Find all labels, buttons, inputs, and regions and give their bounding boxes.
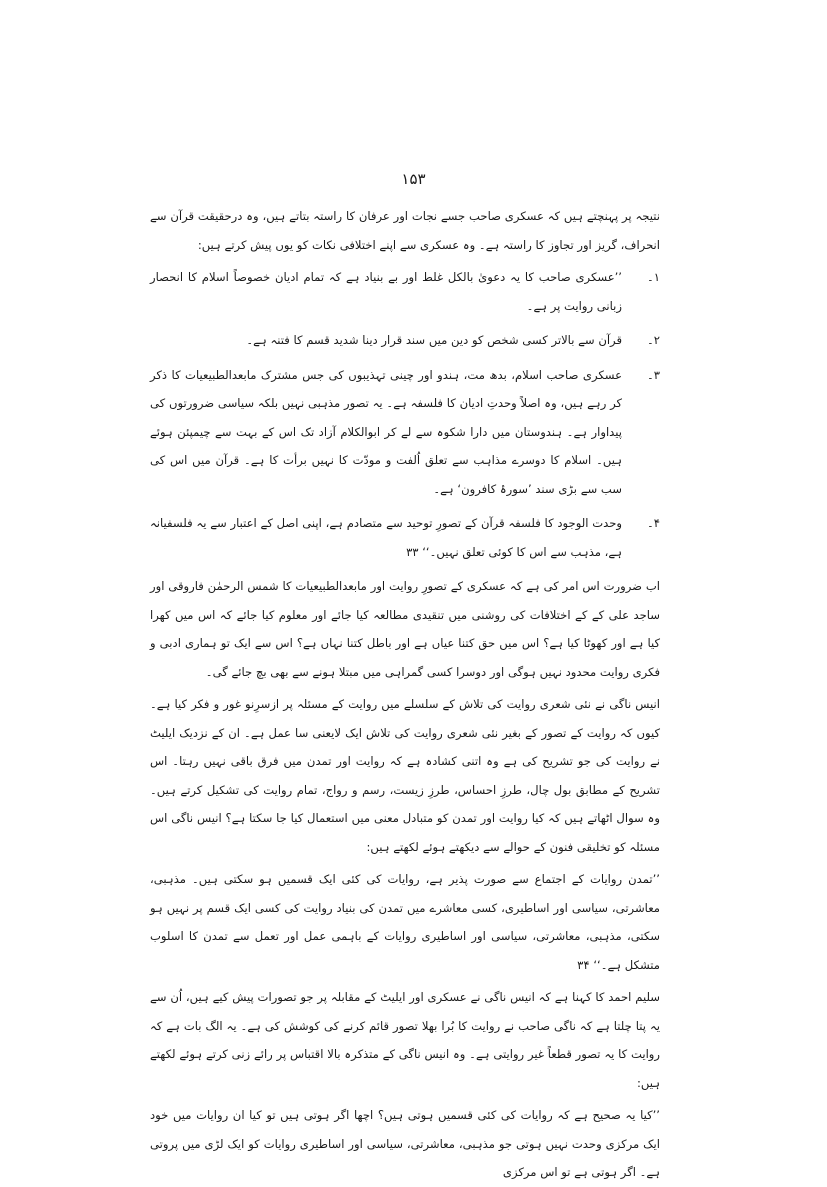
page-content bbox=[150, 202, 660, 1187]
body-paragraph-1: اب ضرورت اس امر کی ہے کہ عسکری کے تصورِ روایت اور مابعدالطبیعیات کا شمس الرحمٰن فاروقی اور ساجد علی کے کے اختلافات کی روشنی میں تنقیدی مطالعہ کیا جائے اور معلوم کیا جائے کہ اس میں کھرا کیا ہے اور کھوٹا کیا ہے؟ اس میں حق کتنا عیاں ہے اور باطل کتنا نہاں ہے؟ اس سے ایک تو ہماری ادبی و فکری روایت محدود نہیں ہوگی اور دوسرا کسی گمراہی میں مبتلا ہونے سے بھی بچ جائے گی۔ bbox=[150, 579, 660, 679]
numbered-points bbox=[150, 263, 660, 566]
point-2 bbox=[150, 326, 660, 355]
intro-paragraph: نتیجہ پر پہنچتے ہیں کہ عسکری صاحب جسے نجات اور عرفان کا راستہ بتاتے ہیں، وہ درحقیقت قرآن سے انحراف، گریز اور تجاوز کا راستہ ہے۔ وہ عسکری سے اپنے اختلافی نکات کو یوں پیش کرتے ہیں: bbox=[150, 209, 660, 252]
page-number: ۱۵۳ bbox=[401, 170, 426, 188]
point-number: ۱۔ bbox=[646, 270, 660, 284]
body-paragraph-3: سلیم احمد کا کہنا ہے کہ انیس ناگی نے عسکری اور ایلیٹ کے مقابلہ پر جو تصورات پیش کیے ہیں، اُن سے یہ پتا چلتا ہے کہ ناگی صاحب نے روایت کا بُرا بھلا تصور قائم کرنے کی کوشش کی ہے۔ یہ الگ بات ہے کہ روایت کا یہ تصور قطعاً غیر روایتی ہے۔ وہ انیس ناگی کے متذکرہ بالا اقتباس پر رائے زنی کرتے ہوئے لکھتے ہیں: bbox=[150, 990, 660, 1090]
point-number: ۴۔ bbox=[646, 516, 660, 530]
body-paragraph-2: انیس ناگی نے نئی شعری روایت کی تلاش کے سلسلے میں روایت کے مسئلہ پر ازسرِنو غور و فکر کیا ہے۔ کیوں کہ روایت کے تصور کے بغیر نئی شعری روایت کی تلاش ایک لایعنی سا عمل ہے۔ ان کے نزدیک ایلیٹ نے روایت کی جو تشریح کی ہے وہ اتنی کشادہ ہے کہ روایت اور تمدن میں فرق باقی نہیں رہتا۔ اس تشریح کے مطابق بول چال، طرزِ احساس، طرزِ زیست، رسم و رواج، تمام روایت کی تشکیل کرتے ہیں۔ وہ سوال اٹھاتے ہیں کہ کیا روایت اور تمدن کو متبادل معنی میں استعمال کیا جا سکتا ہے؟ انیس ناگی اس مسئلہ کو تخلیقی فنون کے حوالے سے دیکھتے ہوئے لکھتے ہیں: bbox=[150, 697, 660, 854]
point-text: وحدت الوجود کا فلسفہ قرآن کے تصورِ توحید سے متصادم ہے، اپنی اصل کے اعتبار سے یہ فلسفیانہ ہے، مذہب سے اس کا کوئی تعلق نہیں۔‘‘ ۳۳ bbox=[150, 516, 622, 559]
block-quote-1: ’’تمدن روایات کے اجتماع سے صورت پذیر ہے، روایات کی کئی ایک قسمیں ہو سکتی ہیں۔ مذہبی، معاشرتی، سیاسی اور اساطیری، کسی معاشرے میں تمدن کی بنیاد روایت کی کسی ایک قسم پر نہیں ہو سکتی، مذہبی، معاشرتی، سیاسی اور اساطیری روایات کے باہمی عمل اور تعمل سے تمدن کا اسلوب متشکل ہے۔‘‘ ۳۴ bbox=[150, 872, 660, 972]
point-number: ۲۔ bbox=[646, 333, 660, 347]
point-text: قرآن سے بالاتر کسی شخص کو دین میں سند قرار دینا شدید قسم کا فتنہ ہے۔ bbox=[246, 333, 622, 347]
point-number: ۳۔ bbox=[646, 367, 660, 382]
point-4 bbox=[150, 509, 660, 566]
point-text: ’’عسکری صاحب کا یہ دعویٰ بالکل غلط اور بے بنیاد ہے کہ تمام ادیان خصوصاً اسلام کا انحصار زبانی روایت پر ہے۔ bbox=[150, 270, 622, 313]
point-3 bbox=[150, 361, 660, 504]
point-text: عسکری صاحب اسلام، بدھ مت، ہندو اور چینی تہذیبوں کی جس مشترک مابعدالطبیعیات کا ذکر کر رہے ہیں، وہ اصلاً وحدتِ ادیان کا فلسفہ ہے۔ یہ تصور مذہبی نہیں بلکہ سیاسی ضرورتوں کی پیداوار ہے۔ ہندوستان میں دارا شکوہ سے لے کر ابوالکلام آزاد تک اس کے بہت سے چیمپئن ہوئے ہیں۔ اسلام کا دوسرے مذاہب سے تعلق اُلفت و مودّت کا نہیں برأت کا ہے۔ قرآن میں اس کی سب سے بڑی سند ’سورۂ کافرون‘ ہے۔ bbox=[150, 367, 622, 496]
point-1 bbox=[150, 263, 660, 320]
block-quote-2: ’’کیا یہ صحیح ہے کہ روایات کی کئی قسمیں ہوتی ہیں؟ اچھا اگر ہوتی ہیں تو کیا ان روایات میں خود ایک مرکزی وحدت نہیں ہوتی جو مذہبی، معاشرتی، سیاسی اور اساطیری روایات کو ایک لڑی میں پروتی ہے۔ اگر ہوتی ہے تو اس مرکزی bbox=[150, 1108, 660, 1179]
